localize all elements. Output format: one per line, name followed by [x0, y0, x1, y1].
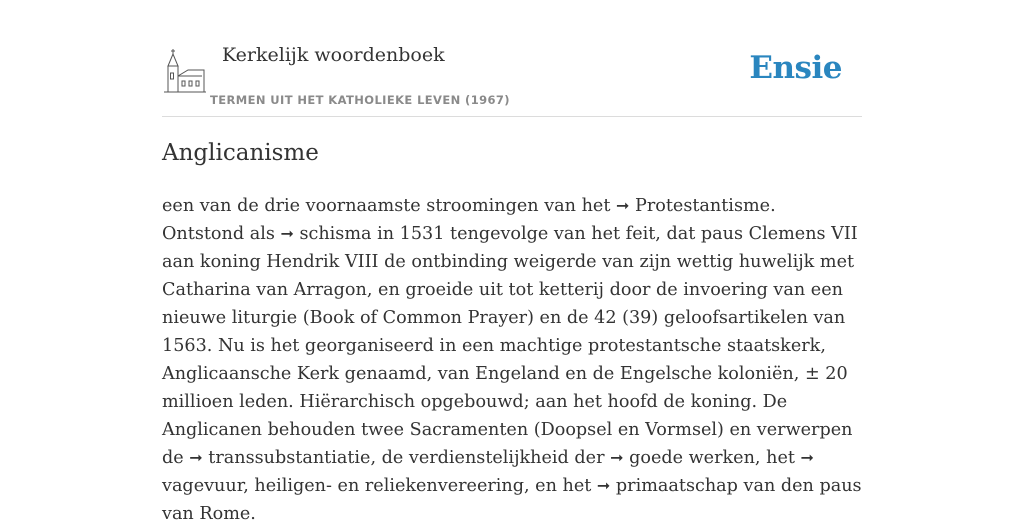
link-label: goede werken [629, 448, 755, 468]
entry-body [162, 192, 862, 528]
body-text: . [250, 504, 256, 524]
header [162, 0, 862, 117]
link-label: primaatschap van den paus van Rome [162, 476, 862, 524]
arrow-icon: ➞ [616, 196, 630, 215]
entry-title: Anglicanisme [162, 140, 319, 166]
arrow-icon: ➞ [800, 448, 814, 467]
link-label: transsubstantiatie [208, 448, 371, 468]
link-label: Protestantisme [635, 196, 771, 216]
page [162, 0, 862, 524]
link-schisma[interactable] [280, 224, 371, 244]
arrow-icon: ➞ [596, 476, 611, 495]
book-title[interactable]: Kerkelijk woordenboek [222, 44, 445, 66]
church-icon[interactable] [164, 48, 206, 94]
arrow-icon: ➞ [280, 224, 294, 243]
body-text: , het [754, 448, 801, 468]
link-label: vagevuur [162, 476, 244, 496]
link-goede-werken[interactable] [610, 448, 755, 468]
body-text: een van de drie voornaamste stroomingen van het [162, 196, 616, 216]
link-protestantisme[interactable] [616, 196, 770, 216]
link-transsubstantiatie[interactable] [189, 448, 370, 468]
body-text: . Ontstond als [162, 196, 776, 244]
link-label: schisma [299, 224, 372, 244]
arrow-icon: ➞ [189, 448, 203, 467]
book-subtitle: TERMEN UIT HET KATHOLIEKE LEVEN (1967) [210, 93, 510, 107]
brand-logo[interactable]: Ensie [749, 50, 842, 86]
body-text: in 1531 tengevolge van het feit, dat paus Clemens VII aan koning Hendrik VIII de ontbinding weigerde van zijn wettig huwelijk met Catharina van Arragon, en groeide uit tot ketterij door de invoering van een nieuwe liturgie (Book of Common Prayer) en de 42 (39) geloofsartikelen van 1563. Nu is het georganiseerd in een machtige protestantsche staatskerk, Anglicaansche Kerk genaamd, van Engeland en de Engelsche koloniën, ± 20 millioen leden. Hiërarchisch opgebouwd; aan het hoofd de koning. De Anglicanen behouden twee Sacramenten (Doopsel en Vormsel) en verwerpen de [162, 224, 858, 468]
body-text: , heiligen- en reliekenvereering, en het [243, 476, 597, 496]
arrow-icon: ➞ [610, 448, 624, 467]
body-text: , de verdienstelijkheid der [370, 448, 611, 468]
